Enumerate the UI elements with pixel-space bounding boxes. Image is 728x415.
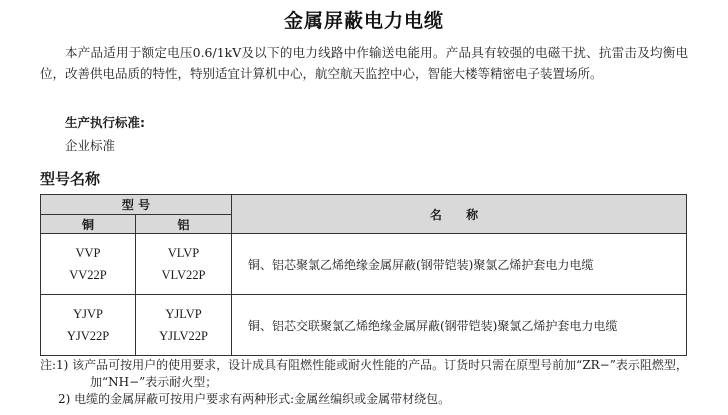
header-aluminum: 铝 bbox=[136, 215, 232, 234]
cable-name: 铜、铝芯聚氯乙烯绝缘金属屏蔽(钢带铠装)聚氯乙烯护套电力电缆 bbox=[232, 234, 687, 295]
table-header-row bbox=[41, 195, 687, 215]
model-code: VVP bbox=[75, 246, 101, 260]
aluminum-models bbox=[136, 295, 232, 356]
copper-models bbox=[41, 295, 136, 356]
cable-name: 铜、铝芯交联聚氯乙烯绝缘金属屏蔽(钢带铠装)聚氯乙烯护套电力电缆 bbox=[232, 295, 687, 356]
header-model: 型 号 bbox=[41, 195, 232, 215]
table-row bbox=[41, 234, 687, 295]
header-name: 名 称 bbox=[232, 195, 687, 234]
header-copper: 铜 bbox=[41, 215, 136, 234]
standard-value: 企业标准 bbox=[65, 138, 116, 153]
model-table bbox=[40, 194, 687, 356]
model-code: VLV22P bbox=[161, 268, 206, 282]
model-code: YJV22P bbox=[66, 329, 110, 343]
aluminum-models bbox=[136, 234, 232, 295]
model-code: VV22P bbox=[69, 268, 107, 282]
section-heading: 型号名称 bbox=[40, 170, 101, 188]
notes bbox=[40, 357, 700, 408]
standard-heading: 生产执行标准: bbox=[65, 115, 145, 130]
note-2: 2) 电缆的金属屏蔽可按用户要求有两种形式:金属丝编织或金属带材绕包。 bbox=[58, 392, 451, 406]
model-code: YJLV22P bbox=[159, 329, 208, 343]
note-1: 注:1) 该产品可按用户的使用要求，设计成具有阻燃性能或耐火性能的产品。订货时只需在原型号前加“ZR−”表示阻燃型， bbox=[40, 358, 688, 372]
note-1-continued: 加“NH−”表示耐火型； bbox=[90, 375, 218, 389]
intro-paragraph: 本产品适用于额定电压0.6/1kV及以下的电力线路中作输送电能用。产品具有较强的电磁干扰、抗雷击及均衡电位，改善供电品质的特性，特别适宜计算机中心，航空航天监控中心，智能大楼等精密电子装置场所。 bbox=[40, 45, 688, 81]
model-code: YJLVP bbox=[165, 307, 202, 321]
model-code: VLVP bbox=[167, 246, 200, 260]
page-title: 金属屏蔽电力电缆 bbox=[283, 10, 444, 32]
table-row bbox=[41, 295, 687, 356]
copper-models bbox=[41, 234, 136, 295]
model-code: YJVP bbox=[73, 307, 103, 321]
